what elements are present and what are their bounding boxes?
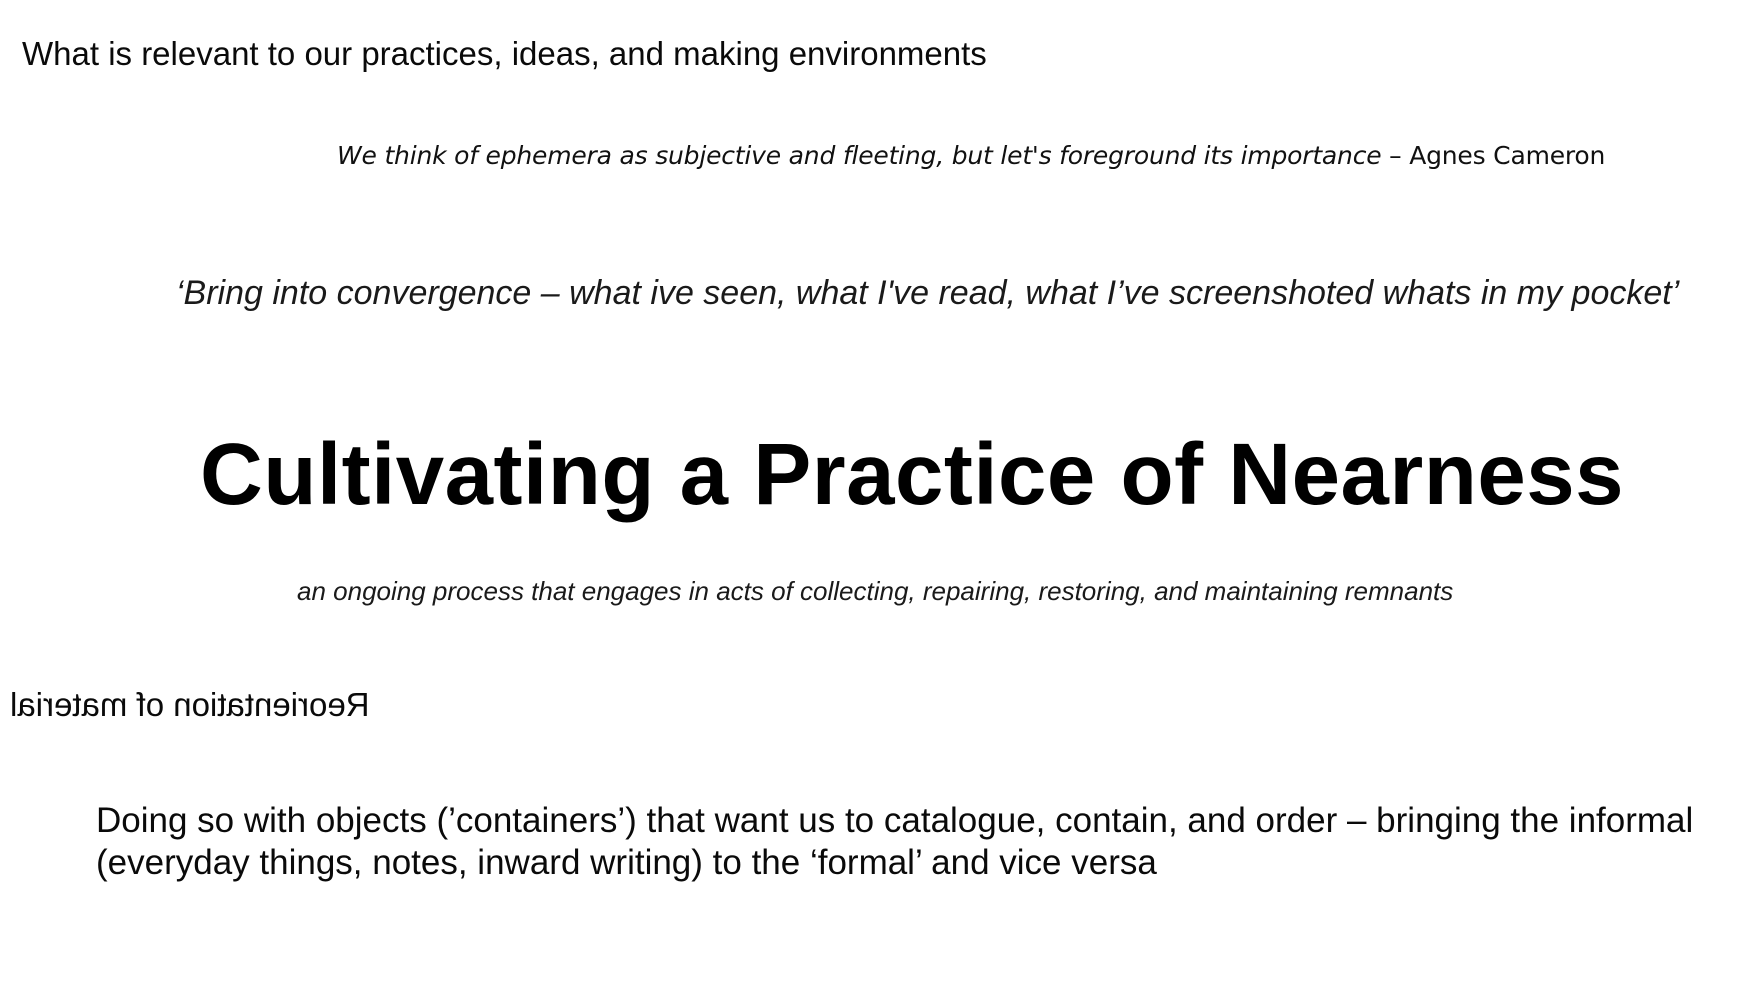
- quote-attribution: Agnes Cameron: [1409, 141, 1606, 170]
- ephemera-quote-text: We think of ephemera as subjective and fleeting, but let's foreground its importance: [337, 141, 1382, 170]
- page-title: Cultivating a Practice of Nearness: [200, 426, 1624, 523]
- body-line-2: (everyday things, notes, inward writing) to the ‘formal’ and vice versa: [96, 843, 1157, 882]
- mirrored-text-container: [0, 685, 370, 729]
- section-heading: What is relevant to our practices, ideas, and making environments: [22, 35, 987, 72]
- mirrored-text: Reorientation of material: [10, 686, 370, 723]
- ephemera-quote: [337, 141, 1605, 171]
- body-line-1: Doing so with objects (’containers’) that want us to catalogue, contain, and order – bringing the informal: [96, 801, 1694, 840]
- quote-separator: –: [1381, 141, 1410, 170]
- body-paragraph: [96, 800, 1736, 884]
- convergence-quote: ‘Bring into convergence – what ive seen, what I've read, what I’ve screenshoted whats in my pocket’: [176, 274, 1680, 312]
- page-subtitle: an ongoing process that engages in acts of collecting, repairing, restoring, and maintaining remnants: [297, 576, 1454, 606]
